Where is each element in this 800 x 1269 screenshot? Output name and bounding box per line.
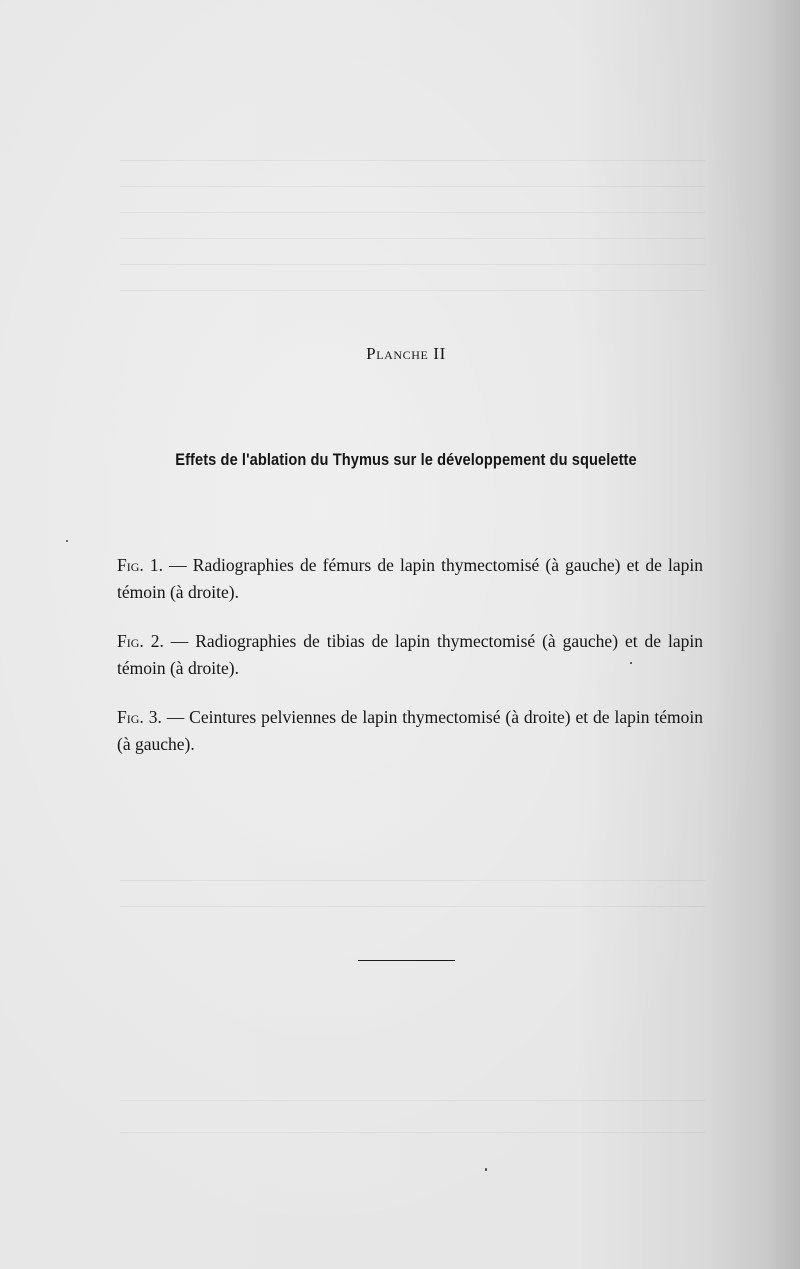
figure-label: Fig. 2.: [117, 631, 164, 651]
plate-subtitle: Effets de l'ablation du Thymus sur le développement du squelette: [175, 450, 637, 469]
show-through-line: [120, 186, 705, 187]
paper-speck: [630, 662, 632, 664]
show-through-line: [120, 1100, 705, 1101]
show-through-line: [120, 264, 705, 265]
paper-speck: [66, 540, 68, 542]
paper-speck: [485, 1168, 487, 1171]
show-through-line: [120, 880, 705, 881]
show-through-line: [120, 212, 705, 213]
show-through-line: [120, 238, 705, 239]
plate-title: Planche II: [366, 344, 446, 363]
figure-caption-text: — Ceintures pelviennes de lapin thymectomisé (à droite) et de lapin témoin (à gauche).: [117, 707, 703, 754]
figure-caption-text: — Radiographies de tibias de lapin thymectomisé (à gauche) et de lapin témoin (à droite).: [117, 631, 703, 678]
figure-caption-1: [117, 552, 703, 606]
figure-caption-2: [117, 628, 703, 682]
show-through-line: [120, 906, 705, 907]
show-through-line: [120, 160, 705, 161]
figure-label: Fig. 3.: [117, 707, 162, 727]
section-end-rule: [358, 960, 455, 961]
figure-label: Fig. 1.: [117, 555, 164, 575]
figure-caption-3: [117, 704, 703, 758]
show-through-line: [120, 1132, 705, 1133]
figure-caption-text: — Radiographies de fémurs de lapin thymectomisé (à gauche) et de lapin témoin (à droite).: [117, 555, 703, 602]
show-through-line: [120, 290, 705, 291]
